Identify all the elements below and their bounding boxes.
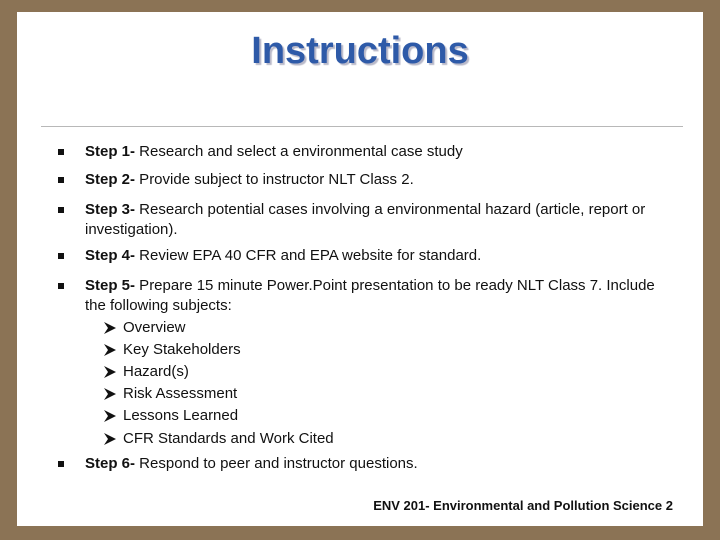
subject-label: Hazard(s) <box>123 363 189 380</box>
step-label: Step 2- <box>85 171 136 188</box>
step-text: Prepare 15 minute Power.Point presentation to be ready NLT Class 7. Include the following subjects: <box>85 277 655 314</box>
arrow-bullet-icon <box>103 406 117 426</box>
arrow-bullet-icon <box>103 318 117 338</box>
step-1 <box>85 142 665 162</box>
arrow-bullet-icon <box>103 362 117 382</box>
step-4 <box>85 246 665 266</box>
square-bullet-icon <box>58 142 66 162</box>
step-text: Provide subject to instructor NLT Class 2. <box>135 171 414 188</box>
step-label: Step 5- <box>85 277 136 294</box>
step-3 <box>85 200 665 240</box>
step-text: Respond to peer and instructor questions. <box>135 455 418 472</box>
subject-label: Lessons Learned <box>123 407 239 424</box>
arrow-bullet-icon <box>103 384 117 404</box>
subject-label: CFR Standards and Work Cited <box>123 430 334 447</box>
step-2 <box>85 170 665 190</box>
footer-course-label: ENV 201- Environmental and Pollution Science 2 <box>373 498 673 513</box>
arrow-bullet-icon <box>103 340 117 360</box>
page-title: Instructions <box>251 30 469 72</box>
step-6 <box>85 454 665 474</box>
subject-label: Risk Assessment <box>123 385 238 402</box>
square-bullet-icon <box>58 454 66 474</box>
title-divider <box>41 126 683 127</box>
arrow-bullet-icon <box>103 429 117 449</box>
step-label: Step 4- <box>85 247 136 264</box>
step-label: Step 3- <box>85 201 136 218</box>
step-text: Research and select a environmental case study <box>135 143 463 160</box>
subject-label: Key Stakeholders <box>123 341 241 358</box>
square-bullet-icon <box>58 200 66 220</box>
step-label: Step 6- <box>85 455 136 472</box>
step-label: Step 1- <box>85 143 136 160</box>
subject-label: Overview <box>123 319 186 336</box>
slide <box>17 12 703 526</box>
square-bullet-icon <box>58 170 66 190</box>
square-bullet-icon <box>58 246 66 266</box>
step-text: Research potential cases involving a environmental hazard (article, report or investigation). <box>85 201 646 238</box>
square-bullet-icon <box>58 276 66 296</box>
step-5 <box>85 276 665 316</box>
step-text: Review EPA 40 CFR and EPA website for standard. <box>135 247 482 264</box>
